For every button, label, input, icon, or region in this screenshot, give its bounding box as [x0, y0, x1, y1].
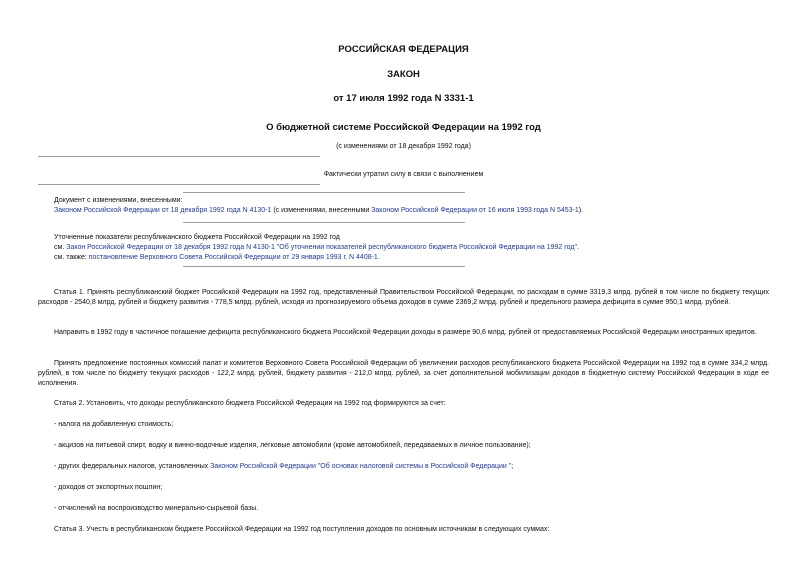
list-item: - отчислений на воспроизводство минерально-сырьевой базы. [54, 505, 259, 512]
refined-label: Уточненные показатели республиканского бюджета Российской Федерации на 1992 год [54, 234, 340, 241]
divider [183, 192, 465, 193]
tax-law-link[interactable]: Законом Российской Федерации "Об основах налоговой системы в Российской Федерации " [210, 463, 512, 470]
article-2-paragraph: Статья 2. Установить, что доходы республиканского бюджета Российской Федерации на 1992 год формируются за счет: [54, 400, 446, 407]
amendment-law-link[interactable]: Законом Российской Федерации от 18 декабря 1992 года N 4130-1 [54, 206, 272, 214]
country-heading: РОССИЙСКАЯ ФЕДЕРАЦИЯ [338, 44, 469, 55]
see-line [54, 243, 769, 253]
amendment-law-link-2[interactable]: Законом Российской Федерации от 16 июля 1993 года N 5453-1 [371, 206, 579, 214]
paragraph: Принять предложение постоянных комиссий палат и комитетов Верховного Совета Российской Федерации об увеличении расходов республиканского бюджета Российской Федерации на 1992 год в сумме 334,2 млрд. рублей, в том числе по бюджету текущих расходов - 122,2 млрд. рублей, бюджету развития - 212,0 млрд. рублей, за счет дополнительной мобилизации доходов в бюджетную систему Российской Федерации в ходе ее исполнения. [38, 360, 769, 387]
amendments-line [54, 206, 769, 216]
see-also-suffix: . [377, 253, 380, 261]
amendment-text-end: ). [578, 206, 584, 214]
divider [38, 184, 320, 185]
list-item: - налога на добавленную стоимость; [54, 421, 174, 428]
refined-block [54, 233, 769, 262]
divider [183, 222, 465, 223]
article-1-paragraph: Статья 1. Принять республиканский бюджет Российской Федерации на 1992 год, представленный Правительством Российской Федерации, по расходам в сумме 3319,3 млрд. рублей в том числе по бюджету текущих расходов - 2540,8 млрд. рублей и бюджету развития - 778,5 млрд. рублей, исходя из прогнозируемого объема доходов в сумме 2369,2 млрд. рублей и предельного размера дефицита в сумме 950,1 млрд. рублей. [38, 289, 769, 306]
expired-note: Фактически утратил силу в связи с выполнением [323, 171, 484, 178]
article-3-paragraph: Статья 3. Учесть в республиканском бюджете Российской Федерации на 1992 год поступления доходов по основным источникам в следующих суммах: [54, 526, 550, 533]
list-item: - доходов от экспортных пошлин; [54, 484, 163, 491]
amendments-label: Документ с изменениями, внесенными: [54, 197, 183, 204]
list-item-prefix: - других федеральных налогов, установленных [54, 463, 211, 470]
amendment-text: (с изменениями, внесенными [271, 206, 372, 214]
date-number-heading: от 17 июля 1992 года N 3331-1 [333, 93, 474, 104]
refined-law-link[interactable]: Закон Российской Федерации от 18 декабря 1992 года N 4130-1 "Об уточнении показателей республиканского бюджета Российской Федерации на 1992 год" [66, 243, 577, 251]
divider [38, 156, 320, 157]
paragraph: Направить в 1992 году в частичное погашение дефицита республиканского бюджета Российской Федерации доходы в размере 90,6 млрд. рублей от предоставляемых Российской Федерации иностранных кредитов. [54, 329, 757, 336]
doc-type-heading: ЗАКОН [387, 69, 420, 80]
amendments-note: (с изменениями от 18 декабря 1992 года) [336, 143, 471, 150]
divider [183, 266, 465, 267]
list-item: - акцизов на питьевой спирт, водку и винно-водочные изделия, легковые автомобили (кроме автомобилей, передаваемых в личное пользование); [54, 442, 531, 449]
see-also-prefix: см. также: [54, 253, 89, 261]
see-prefix: см. [54, 243, 67, 251]
see-suffix: . [576, 243, 579, 251]
list-item-suffix: ; [511, 463, 514, 470]
list-item [54, 462, 769, 472]
amendments-block [54, 196, 769, 216]
resolution-link[interactable]: постановление Верховного Совета Российской Федерации от 29 января 1993 г. N 4408-1 [88, 253, 378, 261]
page-title: О бюджетной системе Российской Федерации на 1992 год [266, 122, 541, 133]
see-also-line [54, 253, 769, 263]
